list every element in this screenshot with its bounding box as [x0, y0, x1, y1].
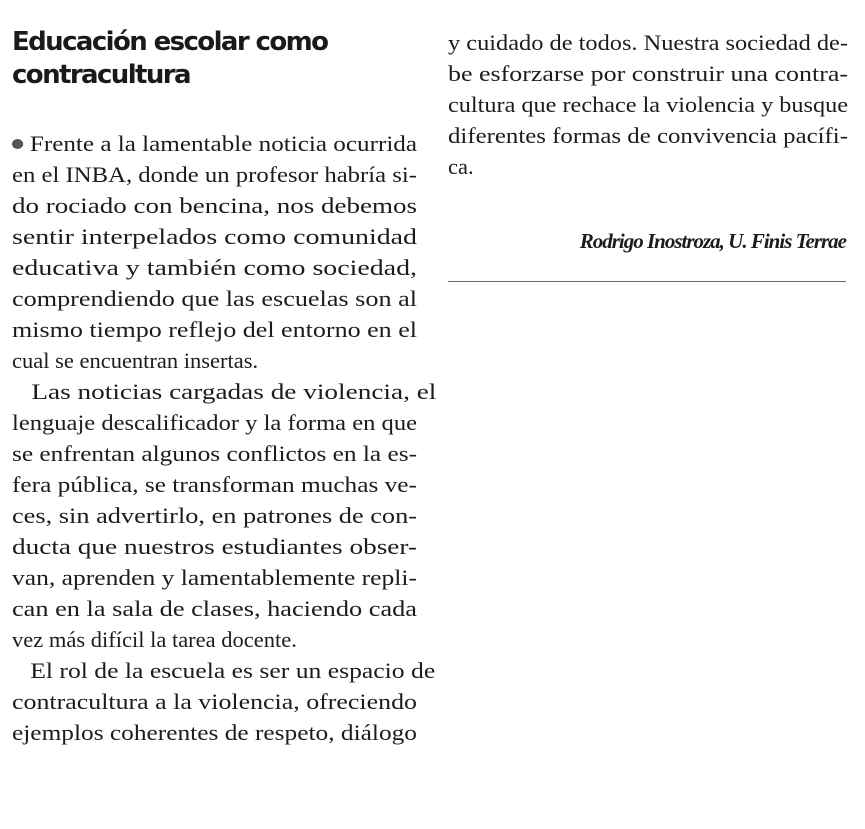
text-line: El rol de la escuela es ser un espacio de	[30, 658, 436, 683]
left-column	[12, 128, 437, 748]
text-line: educativa y también como sociedad,	[12, 255, 417, 280]
text-line: ca.	[448, 154, 474, 179]
bullet-icon	[12, 139, 23, 149]
text-line	[12, 128, 464, 159]
text-line: do rociado con bencina, nos debemos	[12, 193, 417, 218]
title-line: Educación escolar como	[12, 27, 328, 57]
text-line: cual se encuentran insertas.	[12, 348, 259, 373]
text-line: diferentes formas de convivencia pacífi-	[448, 123, 848, 148]
text-line: ces, sin advertirlo, en patrones de con-	[12, 503, 418, 528]
paragraph-1	[12, 128, 417, 376]
text-line: comprendiendo que las escuelas son al	[12, 286, 417, 311]
text-line: en el INBA, donde un profesor habría si-	[12, 162, 418, 187]
text-line: contracultura a la violencia, ofreciendo	[12, 689, 417, 714]
text-line: ducta que nuestros estudiantes obser-	[12, 534, 418, 559]
text-line: y cuidado de todos. Nuestra sociedad de-	[448, 30, 848, 55]
text-line: ejemplos coherentes de respeto, diálogo	[12, 720, 418, 745]
title-line: contracultura	[12, 60, 190, 90]
text-line: Las noticias cargadas de violencia, el	[31, 379, 437, 404]
text-line: se enfrentan algunos conflictos en la es-	[12, 441, 418, 466]
text-line: can en la sala de clases, haciendo cada	[12, 596, 417, 621]
right-column	[448, 27, 848, 182]
divider-line	[448, 281, 846, 282]
text-line-content: Frente a la lamentable noticia ocurrida	[29, 131, 418, 156]
text-line: vez más difícil la tarea docente.	[12, 627, 297, 652]
text-line: fera pública, se transforman muchas ve-	[12, 472, 417, 497]
text-line: mismo tiempo reflejo del entorno en el	[12, 317, 418, 342]
article-title	[12, 26, 422, 92]
text-line: be esforzarse por construir una contra-	[448, 61, 849, 86]
paragraph-2	[12, 376, 437, 655]
author-signature: Rodrigo Inostroza, U. Finis Terrae	[579, 229, 846, 253]
paragraph-3-continued	[448, 27, 848, 182]
text-line: van, aprenden y lamentablemente repli-	[12, 565, 417, 590]
text-line: sentir interpelados como comunidad	[12, 224, 417, 249]
text-line: cultura que rechace la violencia y busque	[448, 92, 848, 117]
text-line: lenguaje descalificador y la forma en que	[12, 410, 417, 435]
paragraph-3	[12, 655, 436, 748]
